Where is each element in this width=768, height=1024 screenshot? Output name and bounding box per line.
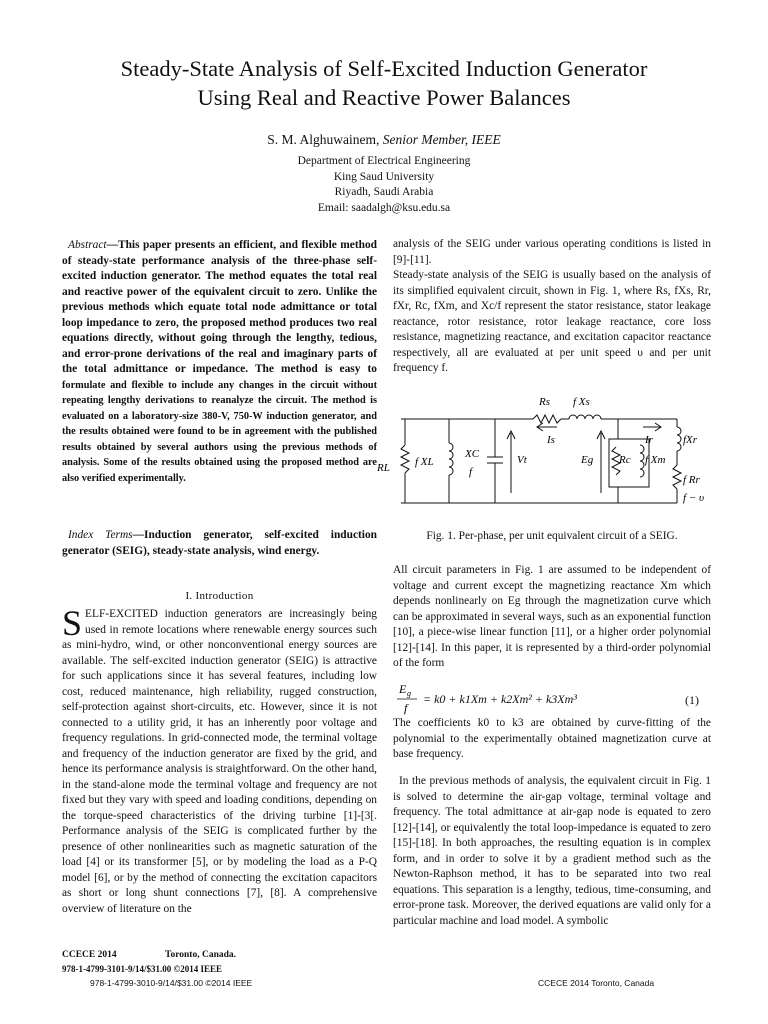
author-line: [0, 132, 768, 148]
equation-number: (1): [685, 693, 699, 707]
author-title: Senior Member, IEEE: [382, 132, 501, 147]
label-fxs: f Xs: [573, 396, 590, 408]
drop-cap: S: [62, 603, 83, 643]
equation-1: [393, 680, 711, 716]
author-name: S. M. Alghuwainem,: [267, 132, 380, 147]
svg-text:E: E: [399, 682, 407, 696]
affil-dept: Department of Electrical Engineering: [297, 155, 471, 167]
section-heading: I. Introduction: [185, 590, 254, 602]
footer-conf-name: CCECE 2014: [62, 950, 117, 960]
title-line-1: Steady-State Analysis of Self-Excited Induction Generator: [120, 56, 648, 81]
label-fxr: fXr: [683, 434, 698, 446]
label-rc: Rc: [619, 454, 631, 466]
label-rs: Rs: [539, 396, 550, 408]
intro-paragraph: [62, 603, 377, 917]
label-is: Is: [547, 434, 555, 446]
right-p4: The coefficients k0 to k3 are obtained by curve-fitting of the polynomial to the experimentally obtained magnetization curve at base frequency.: [393, 717, 711, 760]
abstract: [62, 238, 377, 486]
label-vt: Vt: [517, 454, 527, 466]
index-terms-label: Index Terms: [68, 529, 133, 541]
index-terms-text: —Induction generator, self-excited induction generator (SEIG), steady-state analysis, wind energy.: [62, 529, 377, 557]
right-p1: analysis of the SEIG under various operating conditions is listed in [9]-[11].: [393, 238, 711, 266]
footer-conf-2: CCECE 2014 Toronto, Canada: [538, 978, 655, 988]
paper-title: [0, 54, 768, 112]
intro-text: ELF-EXCITED induction generators are increasingly being used in remote locations where renewable energy sources such as mini-hydro, wind, or other nonconventional energy sources are available. The self-excited induction generator (SEIG) is attractive for such applications since it has several features, including low cost, reduced maintenance, high reliability, rugged construction, self-protection against short-circuits, etc. However, since it is not connected to a utility grid, it has an inherently poor voltage and frequency regulations. In grid-connected mode, the terminal voltage and frequency of the induction generator are fixed by the grid, and hence its performance analysis is straightforward. On the other hand, in the stand-alone mode the terminal voltage and frequency are not fixed but they vary with speed and loading conditions, depending on the torque-speed characteristics of the driving turbine [1]-[3[. Performance analysis of the SEIG is complicated further by the presence of other nonlinearities such as magnetic saturation of the load [4] or its transformer [5], or by modeling the load as a P-Q model [6], or by the method of connecting the excitation capacitors as short or long shunt connections [7], [8]. A comprehensive overview of literature on the: [62, 608, 377, 915]
title-line-2: Using Real and Reactive Power Balances: [197, 85, 571, 110]
equation-rhs: = k0 + k1Xm + k2Xm² + k3Xm³: [423, 692, 577, 706]
right-p2: Steady-state analysis of the SEIG is usually based on the analysis of its simplified equivalent circuit, shown in Fig. 1, where Rs, fXs, Rr, fXr, Rc, fXm, and Xc/f represent the stator resistance, stator leakage reactance, rotor resistance, rotor leakage reactance, core loss resistance, magnetizing reactance, and excitation capacitor reactance respectively, all are evaluated at per unit speed υ and per unit frequency f.: [393, 269, 711, 374]
footer-isbn: 978-1-4799-3101-9/14/$31.00 ©2014 IEEE: [62, 964, 222, 974]
right-p5-text: In the previous methods of analysis, the equivalent circuit in Fig. 1 is solved to determine the air-gap voltage, terminal voltage and frequency. The total admittance at air-gap node is equated to zero [12]-[14], or equivalently the total loop-impedance is equated to zero [15]-[18]. In both approaches, the resulting equation is in complex form, and in order to solve it by a gradient method such as the Newton-Raphson method, it has to be separated into two real equations. This separation is a lengthy, tedious, time-consuming, and error-prone task. Moreover, the derived equations are valid only for a particular machine and load model. A symbolic: [393, 775, 711, 927]
abstract-text-small: formulate and flexible to include any changes in the circuit without repeating lengthy derivations to reanalyze the circuit. The method is evaluated on a laboratory-size 380-V, 750-W induction generator, and the results obtained were found to be in agreement with the published results obtained by several authors using the previous methods of analysis. Some of the results obtained using the proposed method are also verified experimentally.: [62, 379, 377, 484]
right-p5: [393, 774, 711, 929]
affil-univ: King Saud University: [333, 170, 435, 183]
footer-conference: [62, 950, 236, 960]
label-frr: f Rr: [683, 474, 700, 486]
figure-1: [377, 383, 711, 521]
equivalent-circuit-diagram: [377, 383, 711, 521]
footer-isbn-2: 978-1-4799-3010-9/14/$31.00 ©2014 IEEE: [90, 978, 253, 988]
svg-text:f: f: [404, 701, 408, 715]
abstract-label: Abstract: [68, 239, 107, 251]
label-rl: RL: [377, 462, 390, 474]
affil-email: Email: saadalgh@ksu.edu.sa: [317, 201, 451, 214]
right-intro: [393, 237, 711, 377]
svg-text:g: g: [407, 689, 411, 698]
label-f: f: [469, 466, 473, 478]
affil-city: Riyadh, Saudi Arabia: [334, 186, 434, 198]
label-fv: f − υ: [683, 492, 705, 504]
affiliation: [0, 154, 768, 216]
label-xc: XC: [465, 448, 480, 460]
label-fxl: f XL: [415, 456, 434, 468]
label-ir: Ir: [645, 434, 653, 446]
right-p3: All circuit parameters in Fig. 1 are assumed to be independent of voltage and current except the magnetizing reactance Xm which depends nonlinearly on Eg through the magnetization curve which can be approximated in several ways, such as an exponential function [10], a piece-wise linear function [11], or a higher order polynomial [12]-[14]. In this paper, it is represented by a third-order polynomial of the form: [393, 564, 711, 669]
abstract-text: —This paper presents an efficient, and flexible method of steady-state performance analysis of the three-phase self-excited induction generator. The method equates the total real and reactive power of the equivalent circuit to zero. Unlike the previous methods which equate total node admittance or total loop impedance to zero, the proposed method produces two real equations directly, without going through the lengthy, tedious, and error-prone derivations of the real and imaginary parts of the total admittance or impedance. The method is easy to: [62, 239, 377, 375]
label-eg: Eg: [581, 454, 594, 466]
index-terms: [62, 528, 377, 559]
figure-caption: Fig. 1. Per-phase, per unit equivalent circuit of a SEIG.: [426, 530, 678, 542]
footer-location: Toronto, Canada.: [165, 950, 237, 960]
label-fxm: f Xm: [645, 454, 666, 466]
